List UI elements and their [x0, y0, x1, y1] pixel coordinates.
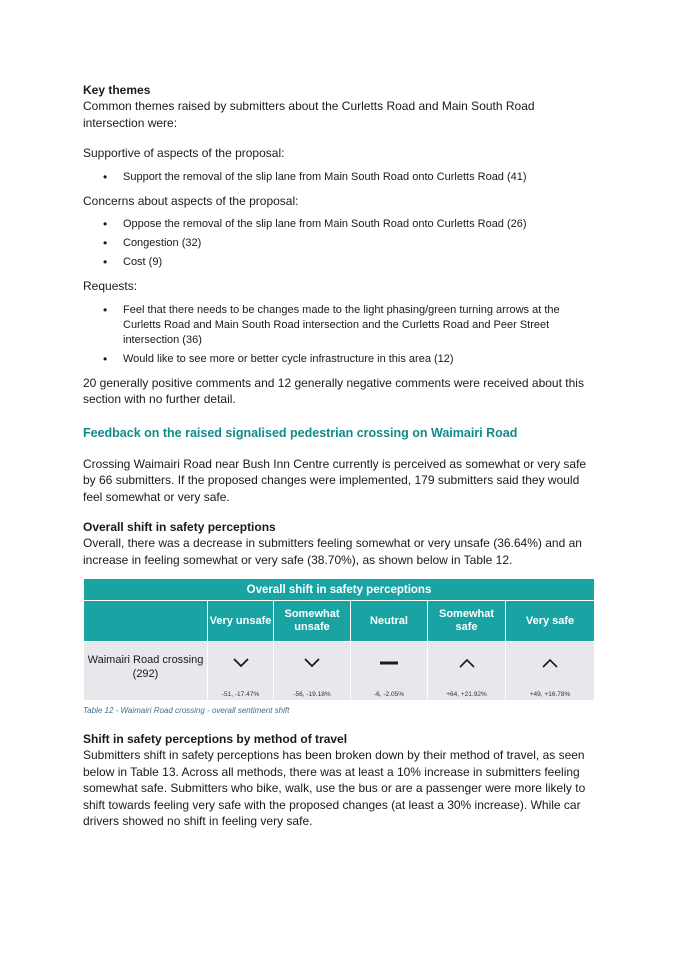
list-item: • Cost (9) [83, 255, 595, 270]
row-label-text: Waimairi Road crossing (292) [87, 654, 204, 680]
table-title: Overall shift in safety perceptions [84, 579, 595, 601]
cell-value: -6, -2.05% [374, 691, 404, 698]
list-item: • Oppose the removal of the slip lane from Main South Road onto Curletts Road (26) [83, 217, 595, 232]
table-row [84, 642, 595, 701]
requests-label: Requests: [83, 279, 138, 293]
dash-icon [379, 657, 399, 669]
column-header: Very safe [506, 601, 595, 642]
concerns-list [83, 217, 595, 270]
list-item: • Support the removal of the slip lane from Main South Road onto Curletts Road (41) [83, 170, 595, 185]
key-themes-heading: Key themes [83, 83, 151, 97]
cell-value: +49, +16.78% [529, 691, 571, 698]
chevron-down-icon [303, 657, 321, 669]
comments-summary: 20 generally positive comments and 12 generally negative comments were received about this section with no further detail. [83, 375, 584, 406]
chevron-up-icon [541, 657, 559, 669]
supportive-list [83, 170, 595, 185]
list-item: • Feel that there needs to be changes made to the light phasing/green turning arrows at the Curletts Road and Main South Road intersection and the Curletts Road and Peer Street intersection (36) [83, 303, 595, 348]
list-item: • Congestion (32) [83, 236, 595, 251]
row-label [84, 642, 208, 701]
table-cell [428, 642, 506, 701]
list-item: • Would like to see more or better cycle infrastructure in this area (12) [83, 352, 595, 367]
method-shift-heading: Shift in safety perceptions by method of travel [83, 732, 348, 746]
requests-list [83, 303, 595, 367]
chevron-down-icon [232, 657, 250, 669]
column-header: Somewhat safe [428, 601, 506, 642]
cell-value: +64, +21.92% [446, 691, 487, 698]
column-header-empty [84, 601, 208, 642]
crossing-paragraph: Crossing Waimairi Road near Bush Inn Centre currently is perceived as somewhat or very safe by 66 submitters. If the proposed changes were implemented, 179 submitters said they would feel somewhat or very safe. [83, 456, 587, 504]
column-header: Neutral [351, 601, 428, 642]
supportive-label: Supportive of aspects of the proposal: [83, 146, 285, 160]
cell-value: -51, -17.47% [221, 691, 260, 698]
chevron-up-icon [458, 657, 476, 669]
document-page [83, 82, 595, 830]
table-cell [208, 642, 274, 701]
cell-value: -56, -19.18% [293, 691, 331, 698]
table-cell [351, 642, 428, 701]
column-header: Somewhat unsafe [274, 601, 351, 642]
table-caption: Table 12 - Waimairi Road crossing - overall sentiment shift [83, 706, 290, 715]
safety-shift-table [83, 578, 595, 701]
column-header: Very unsafe [208, 601, 274, 642]
table-cell [506, 642, 595, 701]
overall-shift-paragraph: Overall, there was a decrease in submitters feeling somewhat or very unsafe (36.64%) and an increase in feeling somewhat or very safe (38.70%), as shown below in Table 12. [83, 536, 582, 567]
section-title-crossing: Feedback on the raised signalised pedestrian crossing on Waimairi Road [83, 425, 518, 440]
method-shift-paragraph: Submitters shift in safety perceptions has been broken down by their method of travel, as seen below in Table 13. Across all methods, there was at least a 10% increase in submitters feeling somewhat safe. Submitters who bike, walk, use the bus or are a passenger were more likely to shift towards feeling very safe with the proposed changes (at least a 30% increase). While car drivers showed no shift in feeling very safe. [83, 748, 586, 828]
table-cell [274, 642, 351, 701]
overall-shift-heading: Overall shift in safety perceptions [83, 520, 276, 534]
concerns-label: Concerns about aspects of the proposal: [83, 193, 299, 208]
key-themes-intro: Common themes raised by submitters about the Curletts Road and Main South Road intersection were: [83, 99, 535, 130]
